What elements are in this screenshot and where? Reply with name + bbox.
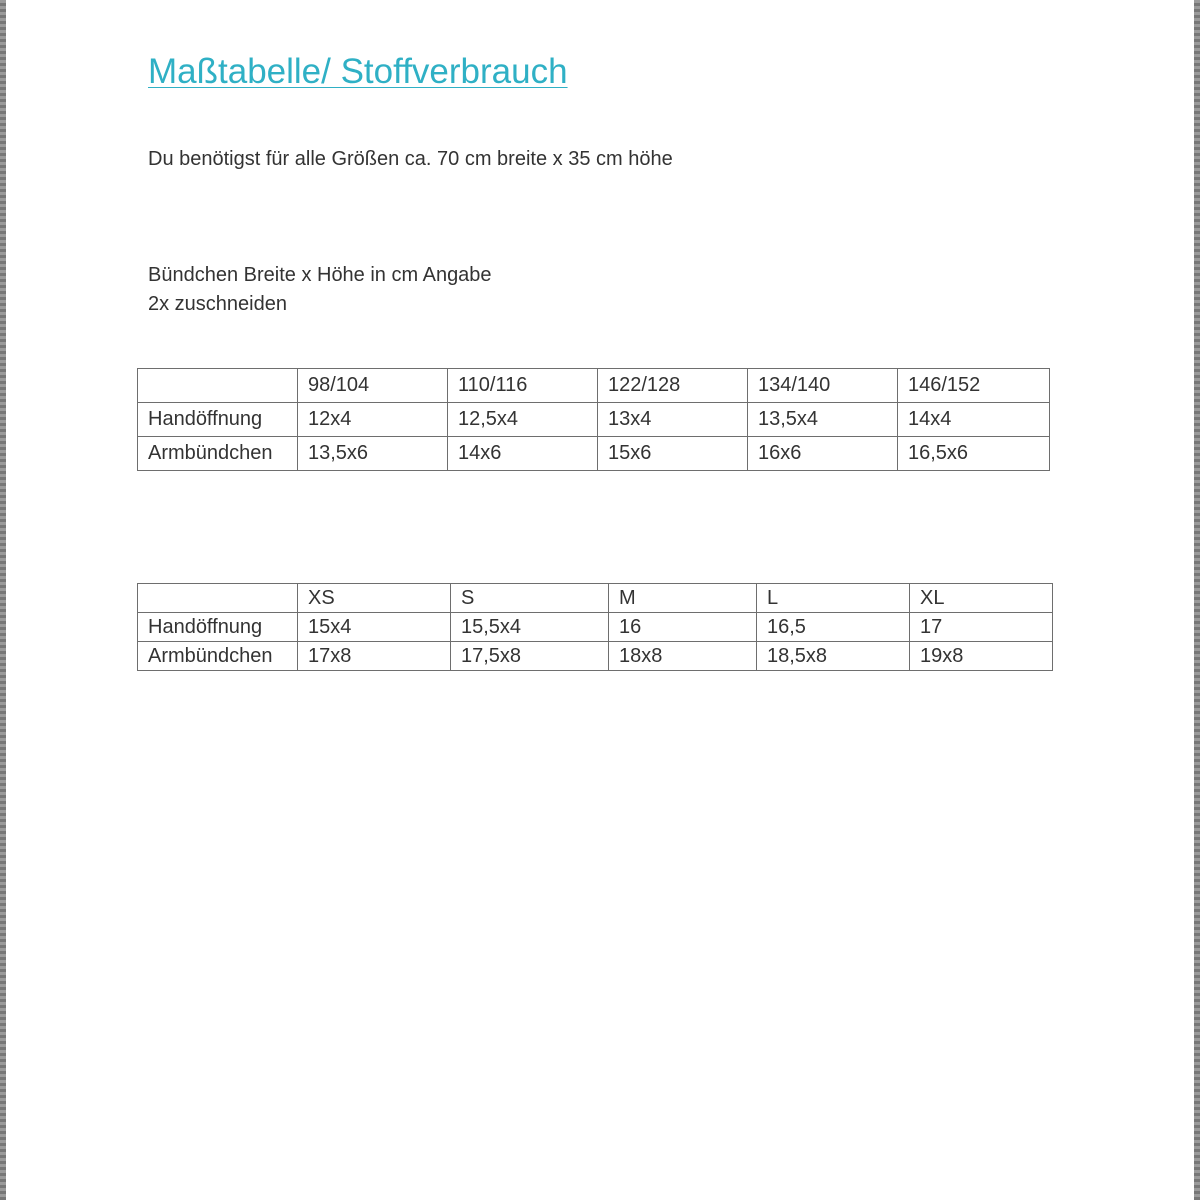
table-cell: 16,5 bbox=[757, 613, 910, 642]
table-cell: 12x4 bbox=[298, 403, 448, 437]
table-row bbox=[138, 642, 1053, 671]
page-title: Maßtabelle/ Stoffverbrauch bbox=[148, 52, 568, 91]
cut-note: 2x zuschneiden bbox=[148, 293, 287, 315]
table-cell: 15,5x4 bbox=[451, 613, 609, 642]
table-cell: 146/152 bbox=[898, 369, 1050, 403]
table-cell: 16,5x6 bbox=[898, 437, 1050, 471]
table-cell: 19x8 bbox=[910, 642, 1053, 671]
size-table-adults bbox=[137, 583, 1053, 671]
page-edge-right bbox=[1194, 0, 1200, 1200]
table-cell: 15x4 bbox=[298, 613, 451, 642]
table-cell: 122/128 bbox=[598, 369, 748, 403]
document-page bbox=[6, 0, 1194, 1200]
fabric-note: Du benötigst für alle Größen ca. 70 cm breite x 35 cm höhe bbox=[148, 148, 673, 170]
table-cell: 12,5x4 bbox=[448, 403, 598, 437]
page-edge-left bbox=[0, 0, 6, 1200]
table-cell: XL bbox=[910, 584, 1053, 613]
table-cell bbox=[138, 584, 298, 613]
size-table-children bbox=[137, 368, 1050, 471]
row-label: Armbündchen bbox=[138, 642, 298, 671]
cuff-heading: Bündchen Breite x Höhe in cm Angabe bbox=[148, 264, 492, 286]
table-cell: 13,5x6 bbox=[298, 437, 448, 471]
table-cell: 16x6 bbox=[748, 437, 898, 471]
table-cell: 17x8 bbox=[298, 642, 451, 671]
table-cell: 98/104 bbox=[298, 369, 448, 403]
table-cell: 14x4 bbox=[898, 403, 1050, 437]
table-cell: M bbox=[609, 584, 757, 613]
table-row bbox=[138, 437, 1050, 471]
table-cell bbox=[138, 369, 298, 403]
row-label: Handöffnung bbox=[138, 403, 298, 437]
row-label: Armbündchen bbox=[138, 437, 298, 471]
table-row bbox=[138, 403, 1050, 437]
table-cell: 18x8 bbox=[609, 642, 757, 671]
table-cell: 16 bbox=[609, 613, 757, 642]
table-cell: 17 bbox=[910, 613, 1053, 642]
row-label: Handöffnung bbox=[138, 613, 298, 642]
table-cell: 17,5x8 bbox=[451, 642, 609, 671]
table-cell: 14x6 bbox=[448, 437, 598, 471]
table-cell: 18,5x8 bbox=[757, 642, 910, 671]
table-cell: L bbox=[757, 584, 910, 613]
table-cell: 110/116 bbox=[448, 369, 598, 403]
table-header-row bbox=[138, 369, 1050, 403]
table-cell: 134/140 bbox=[748, 369, 898, 403]
table-cell: 15x6 bbox=[598, 437, 748, 471]
table-cell: S bbox=[451, 584, 609, 613]
table-header-row bbox=[138, 584, 1053, 613]
table-cell: XS bbox=[298, 584, 451, 613]
table-row bbox=[138, 613, 1053, 642]
table-cell: 13,5x4 bbox=[748, 403, 898, 437]
table-cell: 13x4 bbox=[598, 403, 748, 437]
